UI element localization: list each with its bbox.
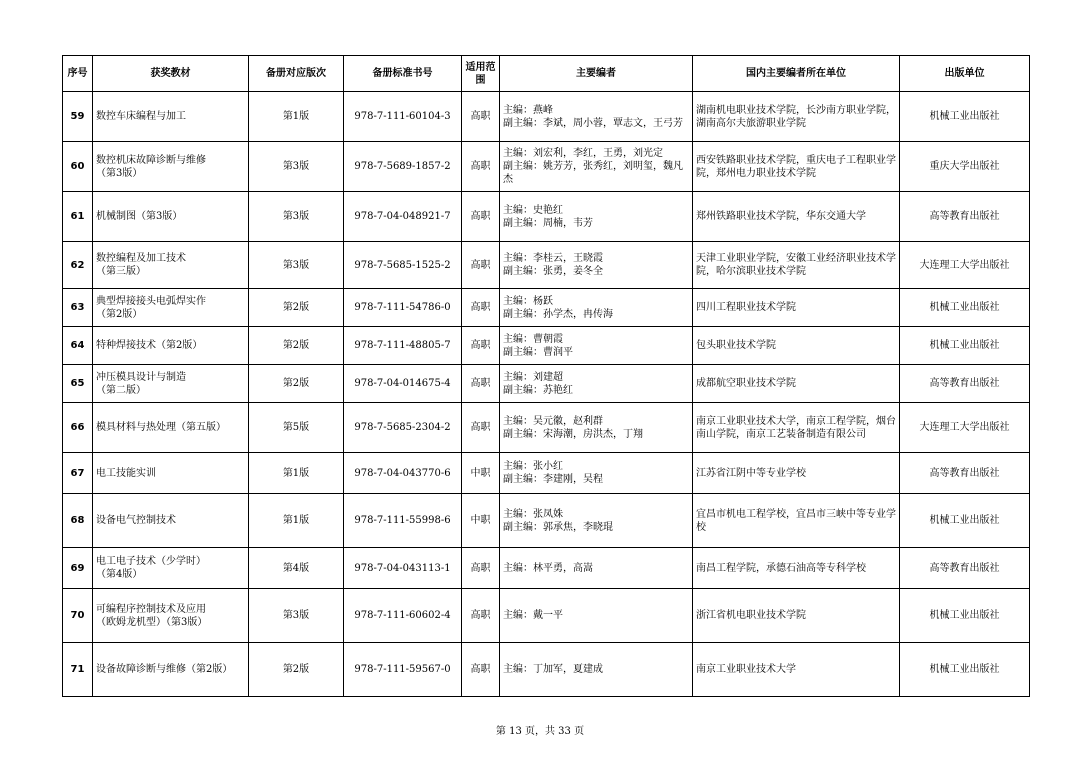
cell-unit: 包头职业技术学院 [693, 327, 900, 365]
cell-publisher: 机械工业出版社 [900, 92, 1030, 142]
editor-line: 主编：林平勇，高嵩 [503, 562, 593, 574]
cell-editors [500, 192, 693, 242]
table-row [63, 453, 1030, 494]
cell-isbn: 978-7-111-54786-0 [344, 289, 462, 327]
cell-unit: 天津工业职业学院，安徽工业经济职业技术学院，哈尔滨职业技术学院 [693, 242, 900, 289]
title-line: 数控编程及加工技术 [96, 253, 186, 264]
cell-title [93, 289, 249, 327]
cell-isbn: 978-7-111-55998-6 [344, 494, 462, 548]
cell-title [93, 242, 249, 289]
table-row [63, 365, 1030, 403]
cell-isbn: 978-7-04-048921-7 [344, 192, 462, 242]
cell-seq: 60 [63, 142, 93, 192]
title-line: （第二版） [96, 384, 146, 396]
cell-unit: 南昌工程学院，承德石油高等专科学校 [693, 548, 900, 589]
editor-line: 副主编：周楠，韦芳 [503, 217, 593, 229]
cell-title [93, 403, 249, 453]
table-row [63, 192, 1030, 242]
cell-scope: 高职 [462, 192, 500, 242]
cell-editors [500, 643, 693, 697]
title-line: 模具材料与热处理（第五版） [96, 422, 226, 433]
table-row [63, 494, 1030, 548]
editor-line: 主编：张凤姝 [503, 508, 563, 520]
editor-line: 主编：李桂云，王晓霞 [503, 253, 603, 264]
cell-title [93, 142, 249, 192]
cell-publisher: 机械工业出版社 [900, 643, 1030, 697]
cell-isbn: 978-7-5689-1857-2 [344, 142, 462, 192]
award-table [62, 55, 1030, 697]
cell-unit: 郑州铁路职业技术学院，华东交通大学 [693, 192, 900, 242]
title-line: （第2版） [96, 308, 143, 320]
cell-scope: 高职 [462, 548, 500, 589]
table-row [63, 589, 1030, 643]
cell-unit: 宜昌市机电工程学校，宜昌市三峡中等专业学校 [693, 494, 900, 548]
cell-isbn: 978-7-5685-1525-2 [344, 242, 462, 289]
cell-editors [500, 242, 693, 289]
cell-isbn: 978-7-5685-2304-2 [344, 403, 462, 453]
cell-unit: 湖南机电职业技术学院，长沙南方职业学院，湖南高尔夫旅游职业学院 [693, 92, 900, 142]
table-row [63, 289, 1030, 327]
cell-seq: 61 [63, 192, 93, 242]
editor-line: 副主编：姚芳芳，张秀红，刘明玺，魏凡杰 [503, 161, 683, 185]
cell-unit: 西安铁路职业技术学院，重庆电子工程职业学院，郑州电力职业技术学院 [693, 142, 900, 192]
cell-publisher: 高等教育出版社 [900, 192, 1030, 242]
editor-line: 副主编：曹润平 [503, 346, 573, 358]
title-line: 数控车床编程与加工 [96, 111, 186, 122]
cell-scope: 高职 [462, 92, 500, 142]
editor-line: 主编：张小红 [503, 461, 563, 472]
cell-editors [500, 494, 693, 548]
editor-line: 主编：史艳红 [503, 204, 563, 216]
cell-scope: 高职 [462, 327, 500, 365]
cell-scope: 高职 [462, 589, 500, 643]
cell-unit: 南京工业职业技术大学 [693, 643, 900, 697]
cell-isbn: 978-7-111-59567-0 [344, 643, 462, 697]
cell-editors [500, 327, 693, 365]
cell-publisher: 机械工业出版社 [900, 289, 1030, 327]
cell-seq: 63 [63, 289, 93, 327]
editor-line: 主编：杨跃 [503, 295, 553, 307]
cell-unit: 成都航空职业技术学院 [693, 365, 900, 403]
title-line: 特种焊接技术（第2版） [96, 340, 203, 351]
cell-edition: 第2版 [249, 289, 344, 327]
editor-line: 主编：吴元徽，赵利群 [503, 415, 603, 427]
cell-editors [500, 365, 693, 403]
cell-title [93, 548, 249, 589]
cell-isbn: 978-7-04-014675-4 [344, 365, 462, 403]
cell-scope: 高职 [462, 365, 500, 403]
table-row [63, 242, 1030, 289]
cell-editors [500, 142, 693, 192]
editor-line: 副主编：张勇，姜冬全 [503, 266, 603, 277]
title-line: （第三版） [96, 266, 146, 277]
cell-editors [500, 453, 693, 494]
cell-scope: 高职 [462, 142, 500, 192]
cell-edition: 第5版 [249, 403, 344, 453]
title-line: 设备故障诊断与维修（第2版） [96, 664, 233, 675]
editor-line: 主编：戴一平 [503, 610, 563, 621]
cell-publisher: 高等教育出版社 [900, 548, 1030, 589]
cell-scope: 中职 [462, 494, 500, 548]
title-line: 电工电子技术（少学时） [96, 556, 206, 567]
cell-isbn: 978-7-111-48805-7 [344, 327, 462, 365]
table-row [63, 327, 1030, 365]
cell-editors [500, 589, 693, 643]
header-edition: 备册对应版次 [249, 56, 344, 92]
cell-edition: 第2版 [249, 643, 344, 697]
header-unit: 国内主要编者所在单位 [693, 56, 900, 92]
cell-title [93, 365, 249, 403]
editor-line: 主编：曹朝霞 [503, 333, 563, 345]
cell-unit: 江苏省江阴中等专业学校 [693, 453, 900, 494]
cell-isbn: 978-7-111-60104-3 [344, 92, 462, 142]
page-footer: 第 13 页，共 33 页 [495, 726, 585, 737]
cell-seq: 66 [63, 403, 93, 453]
cell-title [93, 643, 249, 697]
header-publisher: 出版单位 [900, 56, 1030, 92]
editor-line: 主编：燕峰 [503, 104, 553, 116]
cell-scope: 高职 [462, 242, 500, 289]
cell-edition: 第2版 [249, 327, 344, 365]
cell-edition: 第1版 [249, 453, 344, 494]
editor-line: 副主编：郭承焦，李晓琨 [503, 521, 613, 533]
cell-edition: 第1版 [249, 494, 344, 548]
cell-publisher: 大连理工大学出版社 [900, 403, 1030, 453]
cell-edition: 第3版 [249, 142, 344, 192]
cell-publisher: 大连理工大学出版社 [900, 242, 1030, 289]
cell-seq: 69 [63, 548, 93, 589]
title-line: （第3版） [96, 167, 143, 179]
title-line: 电工技能实训 [96, 467, 156, 479]
cell-publisher: 机械工业出版社 [900, 589, 1030, 643]
editor-line: 副主编：孙学杰，冉传海 [503, 308, 613, 320]
cell-title [93, 494, 249, 548]
title-line: （第4版） [96, 569, 143, 580]
cell-unit: 南京工业职业技术大学，南京工程学院，烟台南山学院，南京工艺装备制造有限公司 [693, 403, 900, 453]
cell-title [93, 92, 249, 142]
cell-scope: 中职 [462, 453, 500, 494]
table-header-row [63, 56, 1030, 92]
title-line: 典型焊接接头电弧焊实作 [96, 295, 206, 307]
title-line: （欧姆龙机型）（第3版） [96, 616, 208, 628]
table-row [63, 643, 1030, 697]
cell-edition: 第3版 [249, 192, 344, 242]
cell-seq: 62 [63, 242, 93, 289]
cell-title [93, 327, 249, 365]
cell-edition: 第3版 [249, 589, 344, 643]
table-body [63, 92, 1030, 697]
editor-line: 主编：刘宏利，李红，王勇，刘光定 [503, 148, 663, 159]
cell-edition: 第3版 [249, 242, 344, 289]
cell-isbn: 978-7-04-043770-6 [344, 453, 462, 494]
cell-scope: 高职 [462, 403, 500, 453]
cell-edition: 第1版 [249, 92, 344, 142]
editor-line: 副主编：苏艳红 [503, 384, 573, 396]
cell-seq: 70 [63, 589, 93, 643]
cell-unit: 浙江省机电职业技术学院 [693, 589, 900, 643]
title-line: 机械制图（第3版） [96, 211, 183, 222]
cell-title [93, 192, 249, 242]
cell-seq: 64 [63, 327, 93, 365]
cell-isbn: 978-7-04-043113-1 [344, 548, 462, 589]
cell-seq: 68 [63, 494, 93, 548]
header-isbn: 备册标准书号 [344, 56, 462, 92]
title-line: 冲压模具设计与制造 [96, 371, 186, 383]
cell-scope: 高职 [462, 289, 500, 327]
cell-editors [500, 92, 693, 142]
editor-line: 副主编：李建刚，吴程 [503, 474, 603, 485]
cell-editors [500, 289, 693, 327]
editor-line: 副主编：宋海潮，房洪杰，丁翔 [503, 428, 643, 440]
title-line: 可编程序控制技术及应用 [96, 603, 206, 615]
table-row [63, 92, 1030, 142]
cell-edition: 第2版 [249, 365, 344, 403]
header-editors: 主要编者 [500, 56, 693, 92]
cell-publisher: 重庆大学出版社 [900, 142, 1030, 192]
header-seq: 序号 [63, 56, 93, 92]
editor-line: 主编：丁加军，夏建成 [503, 664, 603, 675]
header-scope: 适用范围 [462, 56, 500, 92]
cell-unit: 四川工程职业技术学院 [693, 289, 900, 327]
table-row [63, 403, 1030, 453]
table-row [63, 548, 1030, 589]
title-line: 设备电气控制技术 [96, 515, 176, 526]
cell-title [93, 453, 249, 494]
cell-seq: 65 [63, 365, 93, 403]
cell-editors [500, 403, 693, 453]
cell-seq: 67 [63, 453, 93, 494]
cell-title [93, 589, 249, 643]
cell-edition: 第4版 [249, 548, 344, 589]
table-row [63, 142, 1030, 192]
header-title: 获奖教材 [93, 56, 249, 92]
editor-line: 主编：刘建超 [503, 371, 563, 383]
cell-seq: 71 [63, 643, 93, 697]
cell-publisher: 机械工业出版社 [900, 494, 1030, 548]
cell-editors [500, 548, 693, 589]
cell-seq: 59 [63, 92, 93, 142]
cell-publisher: 高等教育出版社 [900, 453, 1030, 494]
title-line: 数控机床故障诊断与维修 [96, 154, 206, 166]
cell-isbn: 978-7-111-60602-4 [344, 589, 462, 643]
editor-line: 副主编：李斌，周小蓉，覃志文，王弓芳 [503, 117, 683, 129]
cell-scope: 高职 [462, 643, 500, 697]
cell-publisher: 机械工业出版社 [900, 327, 1030, 365]
cell-publisher: 高等教育出版社 [900, 365, 1030, 403]
